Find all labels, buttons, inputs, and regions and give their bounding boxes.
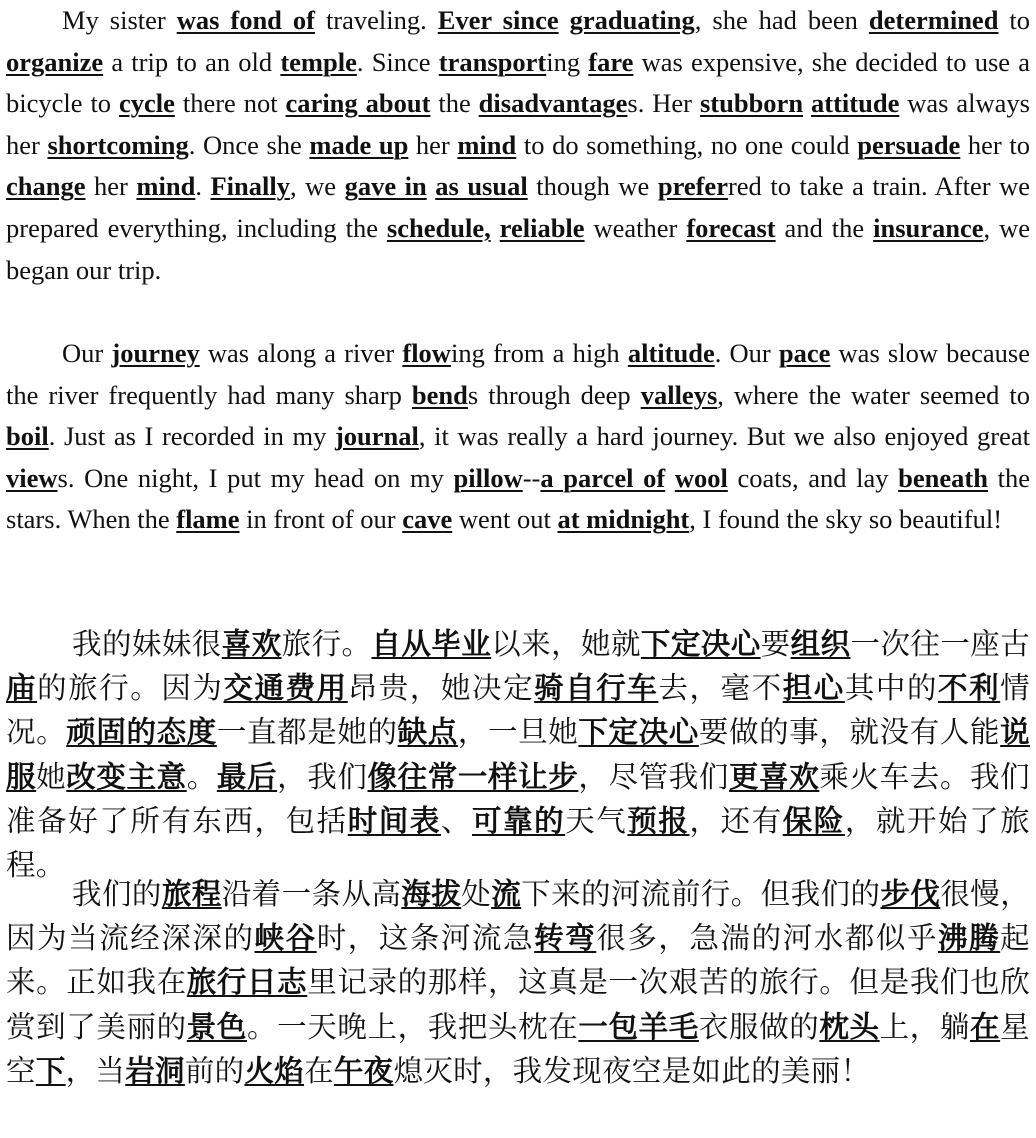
text-run: to do something, no one could: [516, 129, 858, 160]
text-run: Our: [62, 338, 112, 368]
key-phrase: Finally: [210, 171, 290, 202]
text-run: there not: [174, 88, 286, 119]
text-run: ing: [546, 46, 589, 77]
text-run: 要: [760, 627, 791, 661]
text-run: and the: [775, 212, 874, 243]
key-phrase: reliable: [499, 212, 585, 243]
text-run: 前的: [184, 1053, 245, 1088]
text-run: ，当: [65, 1053, 126, 1088]
key-phrase: 旅程: [161, 877, 222, 911]
text-run: . Our: [714, 338, 779, 368]
text-run: 很慢，因为当流经深深的: [6, 877, 1031, 956]
text-run: in front of our: [239, 504, 403, 535]
chinese-paragraph-2: [6, 872, 1030, 1093]
key-phrase: a parcel of: [540, 462, 666, 493]
text-run: [665, 463, 675, 493]
key-phrase: journal: [334, 421, 419, 452]
key-phrase: bend: [411, 379, 468, 410]
key-phrase: 景色: [186, 1009, 247, 1044]
text-run: My sister: [62, 5, 177, 35]
text-run: went out: [452, 504, 558, 535]
text-run: 她: [36, 759, 67, 794]
key-phrase: 改变主意: [66, 759, 187, 794]
text-run: ，还有: [689, 803, 783, 838]
text-run: 天气: [565, 803, 628, 838]
text-run: , I found the sky so beautiful!: [689, 504, 1003, 535]
text-run: the: [430, 88, 479, 119]
key-phrase: 峡谷: [254, 921, 317, 956]
text-run: , where the water seemed to: [717, 379, 1030, 410]
key-phrase: 缺点: [397, 715, 458, 750]
key-phrase: 最后: [216, 759, 278, 794]
key-phrase: at midnight: [557, 504, 690, 535]
key-phrase: caring about: [285, 88, 431, 119]
text-run: 旅行。: [281, 627, 372, 661]
key-phrase: 海拔: [401, 877, 462, 911]
text-run: the stars. When the: [6, 462, 1031, 535]
text-run: 昂贵，她决定: [347, 671, 535, 706]
key-phrase: prefer: [657, 171, 728, 202]
text-run: ，尽管我们: [578, 759, 729, 794]
key-phrase: wool: [674, 462, 728, 493]
key-phrase: cave: [402, 504, 453, 535]
text-run: , we began our trip.: [6, 212, 1031, 285]
text-run: [559, 5, 570, 35]
key-phrase: change: [6, 171, 86, 202]
key-phrase: determined: [868, 5, 999, 35]
text-run: was always her: [6, 88, 1030, 160]
key-phrase: 流: [491, 877, 522, 911]
text-run: though we: [527, 171, 658, 202]
text-run: 情况。: [6, 671, 1030, 750]
key-phrase: 转弯: [534, 921, 597, 956]
key-phrase: flow: [402, 338, 451, 368]
key-phrase: 沸腾: [938, 921, 1001, 956]
english-paragraph-1: [6, 0, 1030, 291]
text-run: 处: [461, 877, 492, 911]
key-phrase: 下: [35, 1053, 66, 1088]
key-phrase: schedule,: [386, 212, 491, 243]
key-phrase: shortcoming: [47, 129, 189, 160]
english-paragraph-2: [6, 333, 1030, 541]
key-phrase: 更喜欢: [729, 759, 820, 794]
key-phrase: transport: [438, 46, 547, 77]
text-run: 时，这条河流急: [316, 921, 535, 956]
key-phrase: attitude: [811, 88, 900, 119]
text-run: s. One night, I put my head on my: [57, 462, 454, 493]
text-run: [491, 213, 500, 243]
text-run: . Since: [356, 46, 439, 77]
key-phrase: 交通费用: [223, 671, 348, 706]
key-phrase: 说服: [6, 715, 1030, 794]
key-phrase: 一包羊毛: [578, 1009, 699, 1044]
key-phrase: graduating: [569, 5, 695, 35]
text-run: a trip to an old: [103, 46, 281, 77]
key-phrase: view: [6, 462, 58, 493]
key-phrase: 像往常一样让步: [367, 759, 579, 794]
english-passage-continued: [6, 333, 1030, 541]
text-run: red to take a train. After we prepared everything, including the: [6, 171, 1031, 243]
key-phrase: 组织: [790, 627, 851, 661]
key-phrase: persuade: [857, 129, 961, 160]
key-phrase: 不利: [938, 671, 1001, 706]
text-run: s. Her: [627, 88, 700, 119]
key-phrase: boil: [6, 421, 49, 452]
key-phrase: 旅行日志: [186, 965, 308, 1000]
text-run: her: [85, 171, 137, 202]
key-phrase: journey: [111, 338, 200, 368]
key-phrase: Ever since: [437, 5, 559, 35]
text-run: 的旅行。因为: [37, 671, 224, 706]
key-phrase: 自从毕业: [371, 627, 492, 661]
key-phrase: 顽固的态度: [66, 715, 217, 750]
text-run: to: [998, 5, 1031, 35]
text-run: ，一旦她: [457, 715, 579, 750]
text-run: 星空: [6, 1009, 1030, 1088]
key-phrase: beneath: [898, 462, 988, 493]
text-run: was along a river: [199, 338, 403, 368]
key-phrase: 火焰: [244, 1053, 305, 1088]
key-phrase: 预报: [627, 803, 690, 838]
text-run: , we: [289, 171, 345, 202]
key-phrase: 岩洞: [125, 1053, 185, 1088]
key-phrase: was fond of: [176, 5, 315, 35]
key-phrase: 保险: [782, 803, 845, 838]
text-run: traveling.: [314, 5, 438, 35]
key-phrase: 在: [970, 1009, 1001, 1044]
key-phrase: disadvantage: [478, 88, 628, 119]
text-run: 下来的河流前行。但我们的: [521, 877, 881, 911]
text-run: 上，躺: [879, 1009, 970, 1044]
chinese-translation-continued: [6, 872, 1030, 1093]
text-run: s through deep: [467, 379, 641, 410]
text-run: coats, and lay: [727, 462, 899, 493]
text-run: ，就开始了旅程。: [6, 803, 1030, 883]
key-phrase: fare: [588, 46, 634, 77]
english-passage: [6, 0, 1030, 291]
key-phrase: 喜欢: [221, 627, 282, 661]
key-phrase: as usual: [435, 171, 528, 202]
key-phrase: altitude: [627, 338, 715, 368]
text-run: her to: [960, 129, 1030, 160]
text-run: 起来。正如我在: [6, 921, 1030, 1000]
text-run: 很多，急湍的河水都似乎: [596, 921, 939, 956]
key-phrase: 枕头: [819, 1009, 880, 1044]
key-phrase: 担心: [782, 671, 845, 706]
text-run: , she had been: [694, 5, 869, 35]
text-run: 去，毫不: [658, 671, 783, 706]
text-run: --: [522, 462, 541, 493]
key-phrase: made up: [309, 129, 409, 160]
key-phrase: 骑自行车: [534, 671, 659, 706]
text-run: 在: [304, 1053, 334, 1088]
text-run: weather: [584, 212, 687, 243]
text-run: 我们的: [72, 877, 162, 911]
text-run: 我的妹妹很: [72, 627, 222, 661]
text-run: 沿着一条从高: [221, 877, 402, 911]
text-run: [427, 171, 436, 201]
text-run: . Just as I recorded in my: [48, 421, 335, 452]
key-phrase: cycle: [119, 88, 175, 119]
text-run: [803, 88, 811, 118]
text-run: 一直都是她的: [216, 715, 398, 750]
text-run: 一次往一座古: [850, 627, 1030, 661]
text-run: 衣服做的: [698, 1009, 820, 1044]
text-run: .: [195, 171, 211, 202]
text-run: ，我们: [277, 759, 368, 794]
chinese-translation: [6, 622, 1030, 887]
key-phrase: flame: [176, 504, 240, 535]
text-run: ing from a high: [450, 338, 628, 368]
text-run: 熄灭时，我发现夜空是如此的美丽！: [393, 1053, 871, 1088]
key-phrase: temple: [280, 46, 357, 77]
key-phrase: forecast: [686, 212, 776, 243]
text-run: her: [408, 129, 458, 160]
key-phrase: mind: [457, 129, 517, 160]
chinese-paragraph-1: [6, 622, 1030, 887]
text-run: . Once she: [188, 129, 310, 160]
text-run: was expensive, she decided to use a bicycle to: [6, 46, 1030, 119]
text-run: , it was really a hard journey. But we also enjoyed great: [418, 421, 1030, 452]
text-run: 以来，她就: [491, 627, 641, 661]
key-phrase: gave in: [344, 171, 427, 202]
text-run: 、: [440, 803, 473, 838]
key-phrase: stubborn: [699, 88, 804, 119]
text-run: 里记录的那样，这真是一次艰苦的旅行。但是我们也欣赏到了美丽的: [6, 965, 1030, 1044]
key-phrase: pillow: [453, 462, 523, 493]
key-phrase: 时间表: [347, 803, 441, 838]
text-run: 乘火车去。我们准备好了所有东西，包括: [6, 759, 1030, 838]
text-run: 其中的: [844, 671, 939, 706]
text-run: 。一天晚上，我把头枕在: [247, 1009, 579, 1044]
key-phrase: 下定决心: [640, 627, 761, 661]
key-phrase: 步伐: [880, 877, 941, 911]
key-phrase: insurance: [873, 212, 984, 243]
text-run: 。: [186, 759, 217, 794]
key-phrase: mind: [136, 171, 196, 202]
key-phrase: 下定决心: [578, 715, 699, 750]
key-phrase: 可靠的: [472, 803, 566, 838]
text-run: was slow because the river frequently had many sharp: [6, 338, 1031, 410]
key-phrase: pace: [778, 338, 831, 368]
key-phrase: organize: [6, 46, 104, 77]
text-run: 要做的事，就没有人能: [698, 715, 1001, 750]
key-phrase: valleys: [640, 379, 718, 410]
key-phrase: 午夜: [333, 1053, 394, 1088]
key-phrase: 庙: [6, 671, 38, 706]
